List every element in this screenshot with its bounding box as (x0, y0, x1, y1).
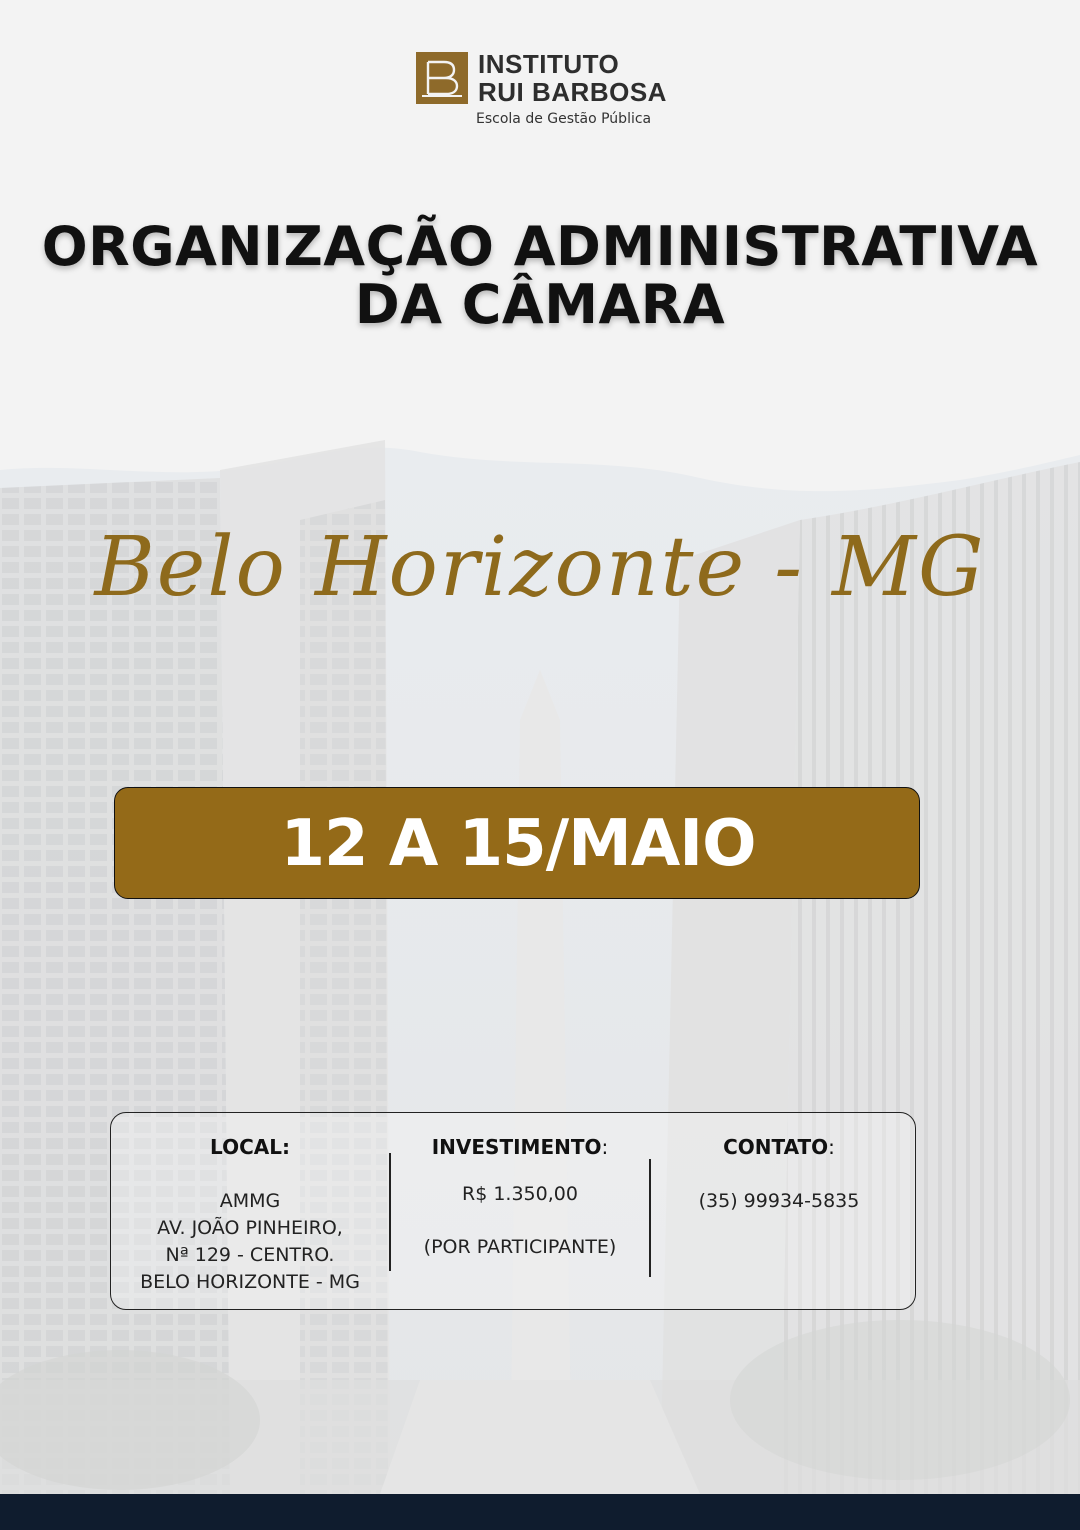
local-heading: LOCAL: (210, 1135, 290, 1159)
local-column (111, 1113, 389, 1311)
footer-bar (0, 1494, 1080, 1530)
logo-text-line1: INSTITUTO (478, 49, 620, 79)
contato-heading: CONTATO: (723, 1135, 835, 1159)
title-line2: DA CÂMARA (354, 273, 726, 336)
investimento-heading: INVESTIMENTO: (431, 1135, 609, 1159)
local-address (111, 1188, 389, 1296)
local-line: AMMG (219, 1190, 281, 1212)
investimento-note: (POR PARTICIPANTE) (423, 1236, 617, 1258)
date-text: 12 A 15/MAIO (280, 807, 756, 881)
logo-mark-icon (416, 52, 468, 104)
logo-text-line2: RUI BARBOSA (478, 77, 667, 107)
logo-subtitle: Escola de Gestão Pública (476, 111, 652, 127)
contato-column (651, 1113, 907, 1311)
date-banner (114, 787, 920, 899)
title-line1: ORGANIZAÇÃO ADMINISTRATIVA (41, 215, 1039, 278)
institute-logo (416, 50, 676, 132)
investimento-price: R$ 1.350,00 (462, 1183, 578, 1205)
location-script: Belo Horizonte - MG (94, 520, 986, 615)
local-line: AV. JOÃO PINHEIRO, (157, 1217, 343, 1239)
page-title (0, 215, 1080, 336)
local-line: BELO HORIZONTE - MG (140, 1271, 360, 1293)
info-box (110, 1112, 916, 1310)
local-line: Nª 129 - CENTRO. (165, 1244, 335, 1266)
contato-phone: (35) 99934-5835 (698, 1190, 860, 1212)
investimento-column (391, 1113, 649, 1311)
